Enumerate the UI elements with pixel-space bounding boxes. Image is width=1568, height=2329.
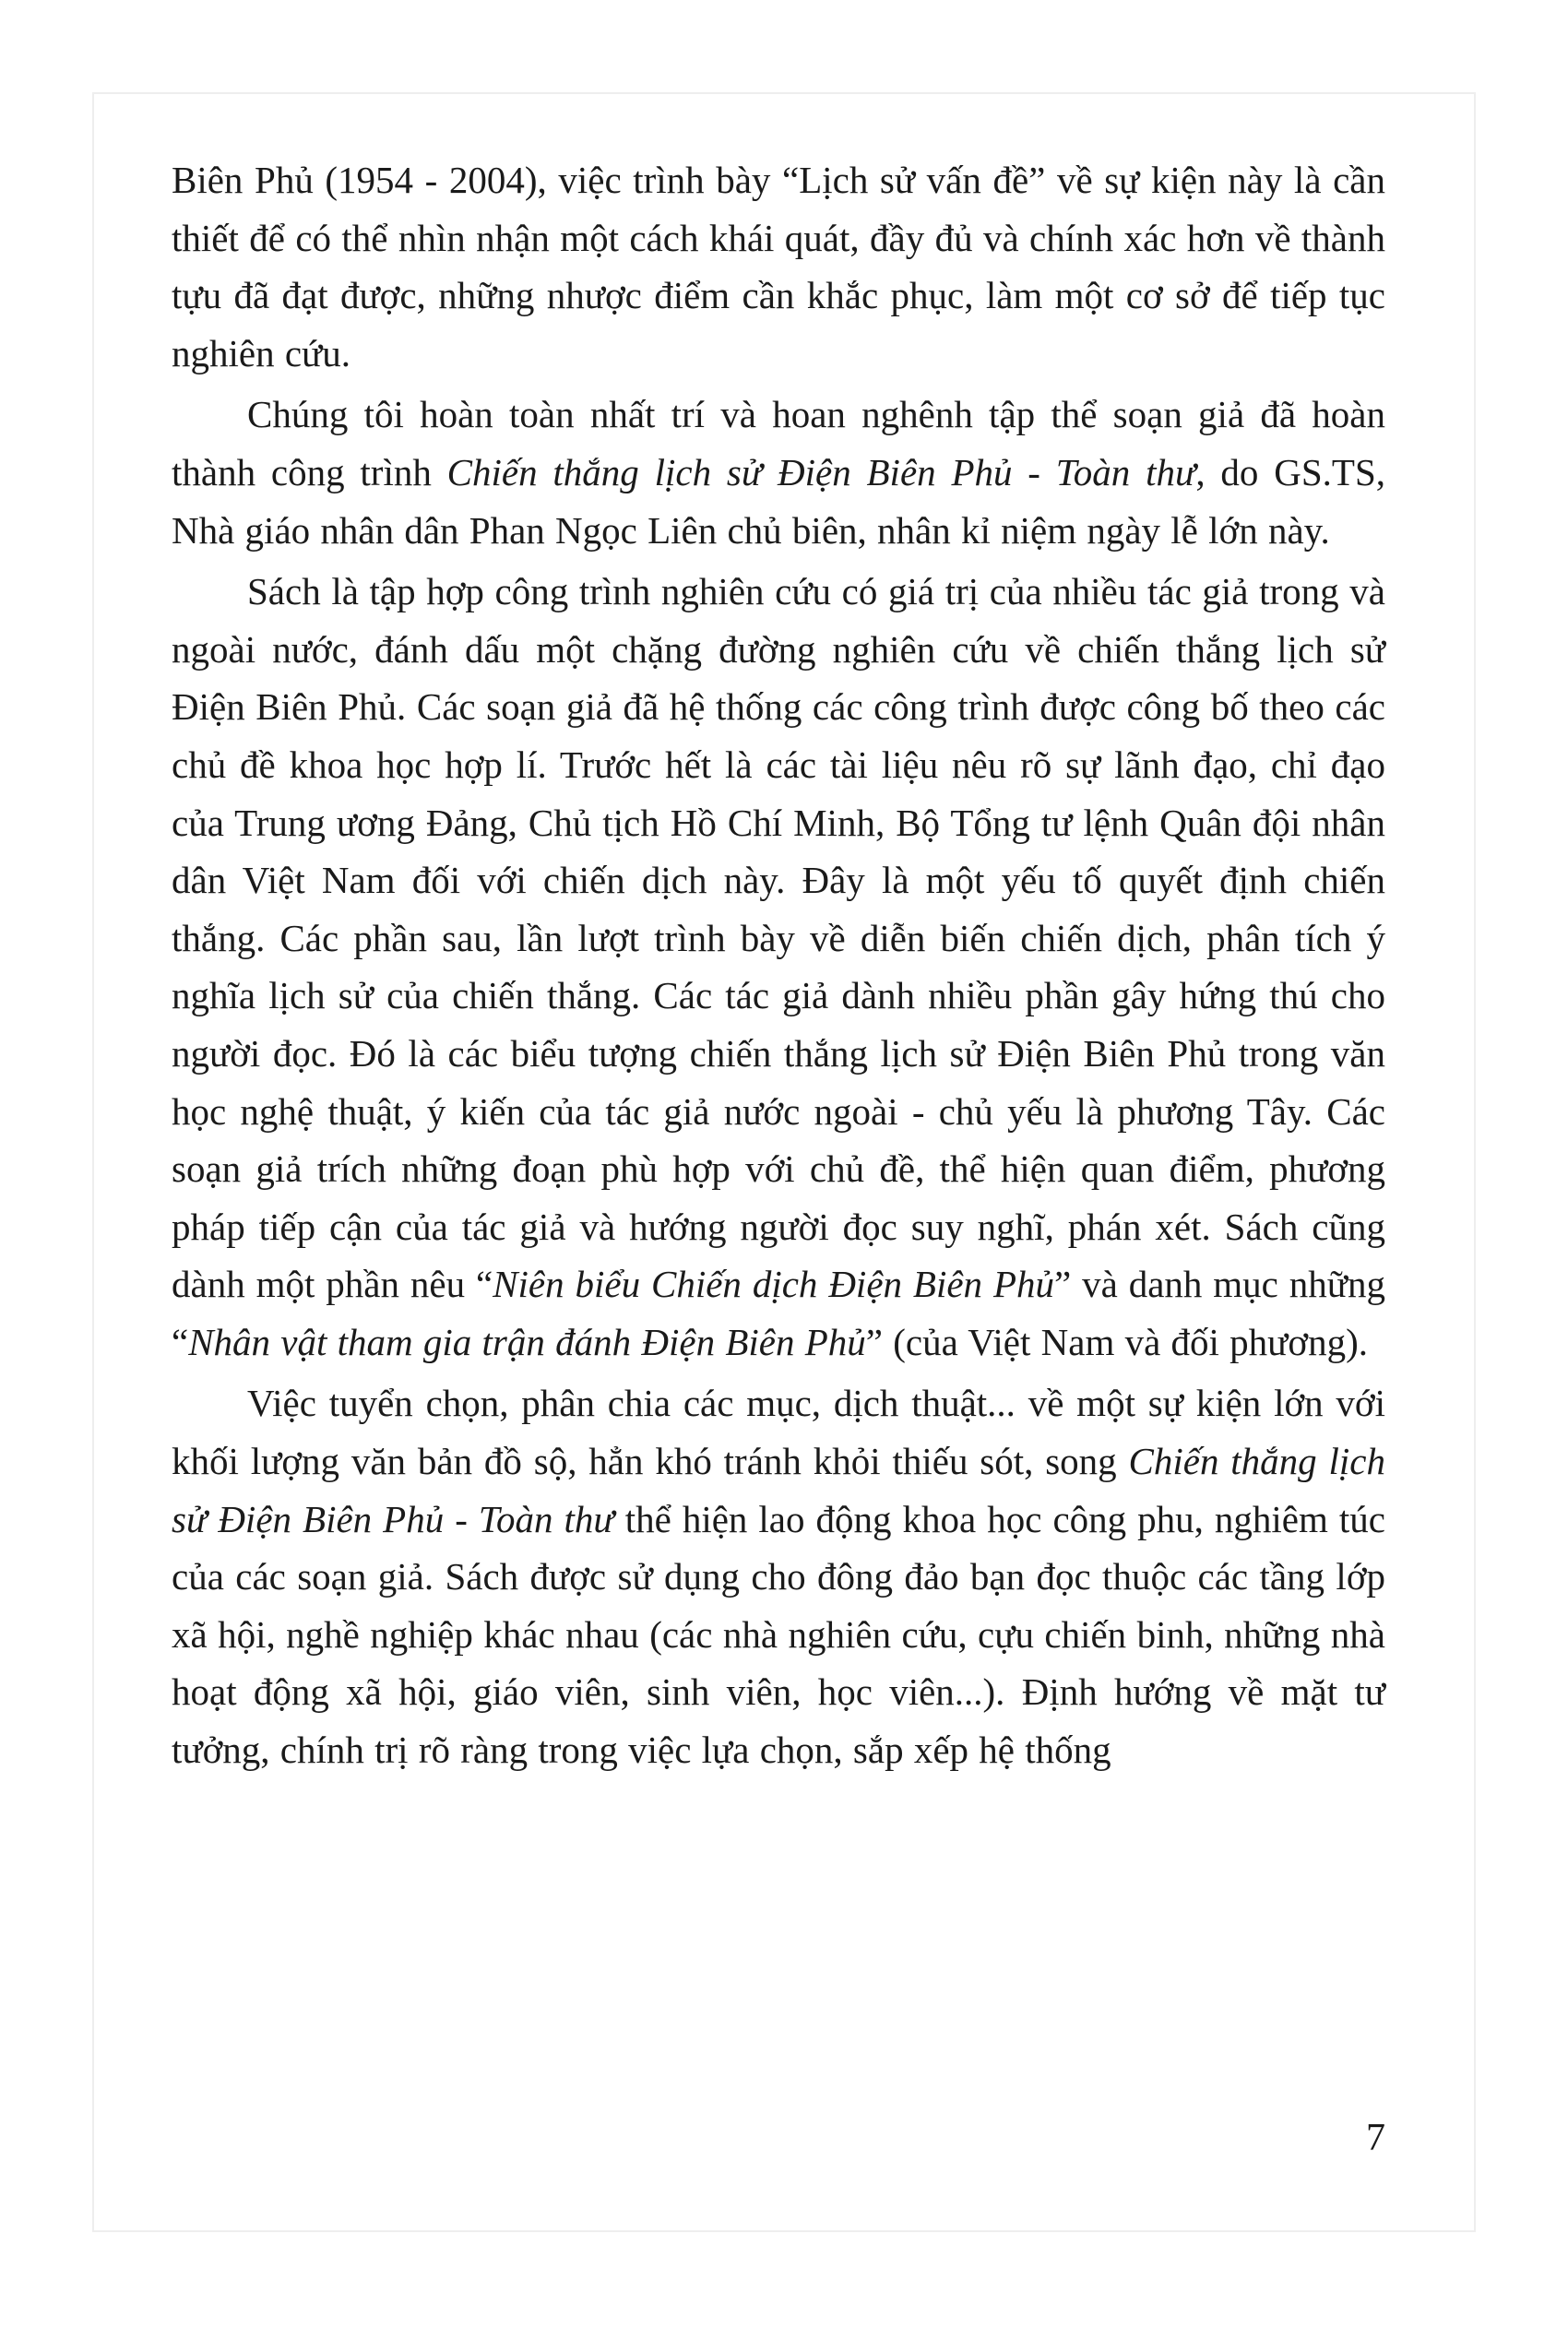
paragraph (172, 151, 1385, 382)
section-title: Nhân vật tham gia trận đánh Điện Biên Phủ (188, 1320, 866, 1363)
page-number: 7 (1366, 2117, 1385, 2159)
paragraph (172, 563, 1385, 1371)
text-segment: thể hiện lao động khoa học công phu, nghiêm túc của các soạn giả. Sách được sử dụng cho đông đảo bạn đọc thuộc các tầng lớp xã hội, nghề nghiệp khác nhau (các nhà nghiên cứu, cựu chiến binh, những nhà hoạt động xã hội, giáo viên, sinh viên, học viên...). Định hướng về mặt tư tưởng, chính trị rõ ràng trong việc lựa chọn, sắp xếp hệ thống (172, 1497, 1385, 1772)
section-title: Niên biểu Chiến dịch Điện Biên Phủ (493, 1263, 1054, 1306)
text-segment: , do GS.TS, Nhà giáo nhân dân Phan Ngọc Liên chủ biên, nhân kỉ niệm ngày lễ lớn này. (172, 450, 1385, 552)
text-segment: ” (của Việt Nam và đối phương). (865, 1320, 1368, 1363)
text-segment: Việc tuyển chọn, phân chia các mục, dịch thuật... về một sự kiện lớn với khối lượng văn bản đồ sộ, hẳn khó tránh khỏi thiếu sót, song (172, 1382, 1385, 1483)
text-segment: Biên Phủ (1954 - 2004), việc trình bày “Lịch sử vấn đề” về sự kiện này là cần thiết để có thể nhìn nhận một cách khái quát, đầy đủ và chính xác hơn về thành tựu đã đạt được, những nhược điểm cần khắc phục, làm một cơ sở để tiếp tục nghiên cứu. (172, 159, 1385, 374)
book-title: Chiến thắng lịch sử Điện Biên Phủ - Toàn thư (446, 450, 1196, 493)
book-title: Chiến thắng lịch sử Điện Biên Phủ - Toàn thư (172, 1440, 1385, 1540)
text-segment: Chúng tôi hoàn toàn nhất trí và hoan nghênh tập thể soạn giả đã hoàn thành công trình (172, 393, 1385, 493)
paragraph (172, 1374, 1385, 1778)
paragraph (172, 386, 1385, 559)
body-text (172, 151, 1385, 1779)
text-segment: ” và danh mục những “ (172, 1263, 1385, 1363)
text-segment: Sách là tập hợp công trình nghiên cứu có giá trị của nhiều tác giả trong và ngoài nước, đánh dấu một chặng đường nghiên cứu về chiến thắng lịch sử Điện Biên Phủ. Các soạn giả đã hệ thống các công trình được công bố theo các chủ đề khoa học hợp lí. Trước hết là các tài liệu nêu rõ sự lãnh đạo, chỉ đạo của Trung ương Đảng, Chủ tịch Hồ Chí Minh, Bộ Tổng tư lệnh Quân đội nhân dân Việt Nam đối với chiến dịch này. Đây là một yếu tố quyết định chiến thắng. Các phần sau, lần lượt trình bày về diễn biến chiến dịch, phân tích ý nghĩa lịch sử của chiến thắng. Các tác giả dành nhiều phần gây hứng thú cho người đọc. Đó là các biểu tượng chiến thắng lịch sử Điện Biên Phủ trong văn học nghệ thuật, ý kiến của tác giả nước ngoài - chủ yếu là phương Tây. Các soạn giả trích những đoạn phù hợp với chủ đề, thể hiện quan điểm, phương pháp tiếp cận của tác giả và hướng người đọc suy nghĩ, phán xét. Sách cũng dành một phần nêu “ (172, 570, 1385, 1306)
